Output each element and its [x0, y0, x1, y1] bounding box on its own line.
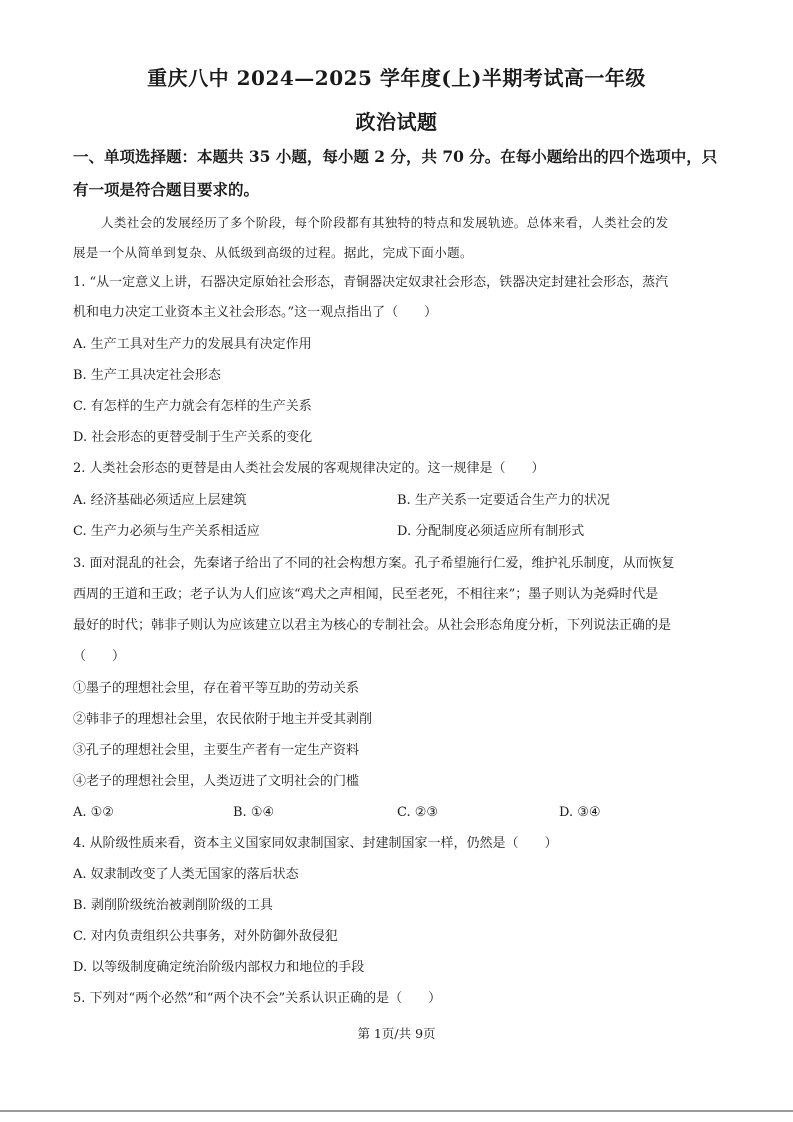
q5-stem: 5. 下列对“两个必然”和“两个决不会”关系认识正确的是（ ） [73, 991, 442, 1006]
intro-line-1: 人类社会的发展经历了多个阶段，每个阶段都有其独特的特点和发展轨迹。总体来看，人类社会的发 [101, 215, 669, 230]
q2-option-d: D. 分配制度必须适应所有制形式 [397, 524, 585, 539]
q2-option-b: B. 生产关系一定要适合生产力的状况 [397, 493, 610, 508]
q4-option-d: D. 以等级制度确定统治阶级内部权力和地位的手段 [73, 960, 365, 975]
page-bottom-divider [0, 1110, 793, 1112]
q3-statement-1: ①墨子的理想社会里，存在着平等互助的劳动关系 [73, 681, 360, 696]
q1-option-b: B. 生产工具决定社会形态 [73, 368, 221, 383]
q3-option-d: D. ③④ [559, 805, 601, 820]
q3-option-b: B. ①④ [233, 805, 275, 820]
exam-subject: 政治试题 [355, 110, 438, 134]
q2-stem: 2. 人类社会形态的更替是由人类社会发展的客观规律决定的。这一规律是（ ） [73, 461, 545, 476]
q3-statement-2: ②韩非子的理想社会里，农民依附于地主并受其剥削 [73, 712, 373, 727]
q3-stem-line-1: 3. 面对混乱的社会，先秦诸子给出了不同的社会构想方案。孔子希望施行仁爱，维护礼乐制度，从而恢复 [73, 556, 675, 571]
q1-stem-line-1: 1. “从一定意义上讲，石器决定原始社会形态，青铜器决定奴隶社会形态，铁器决定封建社会形态，蒸汽 [73, 275, 669, 290]
q4-option-b: B. 剥削阶级统治被剥削阶级的工具 [73, 898, 273, 913]
q3-statement-4: ④老子的理想社会里，人类迈进了文明社会的门槛 [73, 774, 360, 789]
q3-option-c: C. ②③ [397, 805, 439, 820]
q3-stem-line-2: 西周的王道和王政；老子认为人们应该“鸡犬之声相闻，民至老死，不相往来”；墨子则认为尧舜时代是 [73, 587, 659, 602]
q1-option-d: D. 社会形态的更替受制于生产关系的变化 [73, 430, 313, 445]
q4-stem: 4. 从阶级性质来看，资本主义国家同奴隶制国家、封建制国家一样，仍然是（ ） [73, 836, 558, 851]
intro-line-2: 展是一个从简单到复杂、从低级到高级的过程。据此，完成下面小题。 [73, 245, 473, 260]
page-number: 第 1页/共 9页 [357, 1026, 436, 1041]
section-heading-line-1: 一、单项选择题：本题共 35 小题，每小题 2 分，共 70 分。在每小题给出的四个选项中，只 [73, 147, 718, 166]
q3-option-a: A. ①② [73, 805, 114, 820]
q4-option-a: A. 奴隶制改变了人类无国家的落后状态 [73, 867, 299, 882]
q1-option-a: A. 生产工具对生产力的发展具有决定作用 [73, 337, 312, 352]
exam-title: 重庆八中 2024—2025 学年度(上)半期考试高一年级 [147, 66, 646, 90]
q1-option-c: C. 有怎样的生产力就会有怎样的生产关系 [73, 399, 312, 414]
q4-option-c: C. 对内负责组织公共事务，对外防御外敌侵犯 [73, 929, 338, 944]
q3-statement-3: ③孔子的理想社会里，主要生产者有一定生产资料 [73, 743, 360, 758]
q2-option-a: A. 经济基础必须适应上层建筑 [73, 493, 247, 508]
q1-stem-line-2: 机和电力决定工业资本主义社会形态。”这一观点指出了（ ） [73, 305, 438, 320]
q3-stem-line-4: （ ） [73, 649, 126, 664]
q2-option-c: C. 生产力必须与生产关系相适应 [73, 524, 260, 539]
q3-stem-line-3: 最好的时代；韩非子则认为应该建立以君主为核心的专制社会。从社会形态角度分析，下列说法正确的是 [73, 618, 672, 633]
section-heading-line-2: 有一项是符合题目要求的。 [73, 180, 260, 199]
